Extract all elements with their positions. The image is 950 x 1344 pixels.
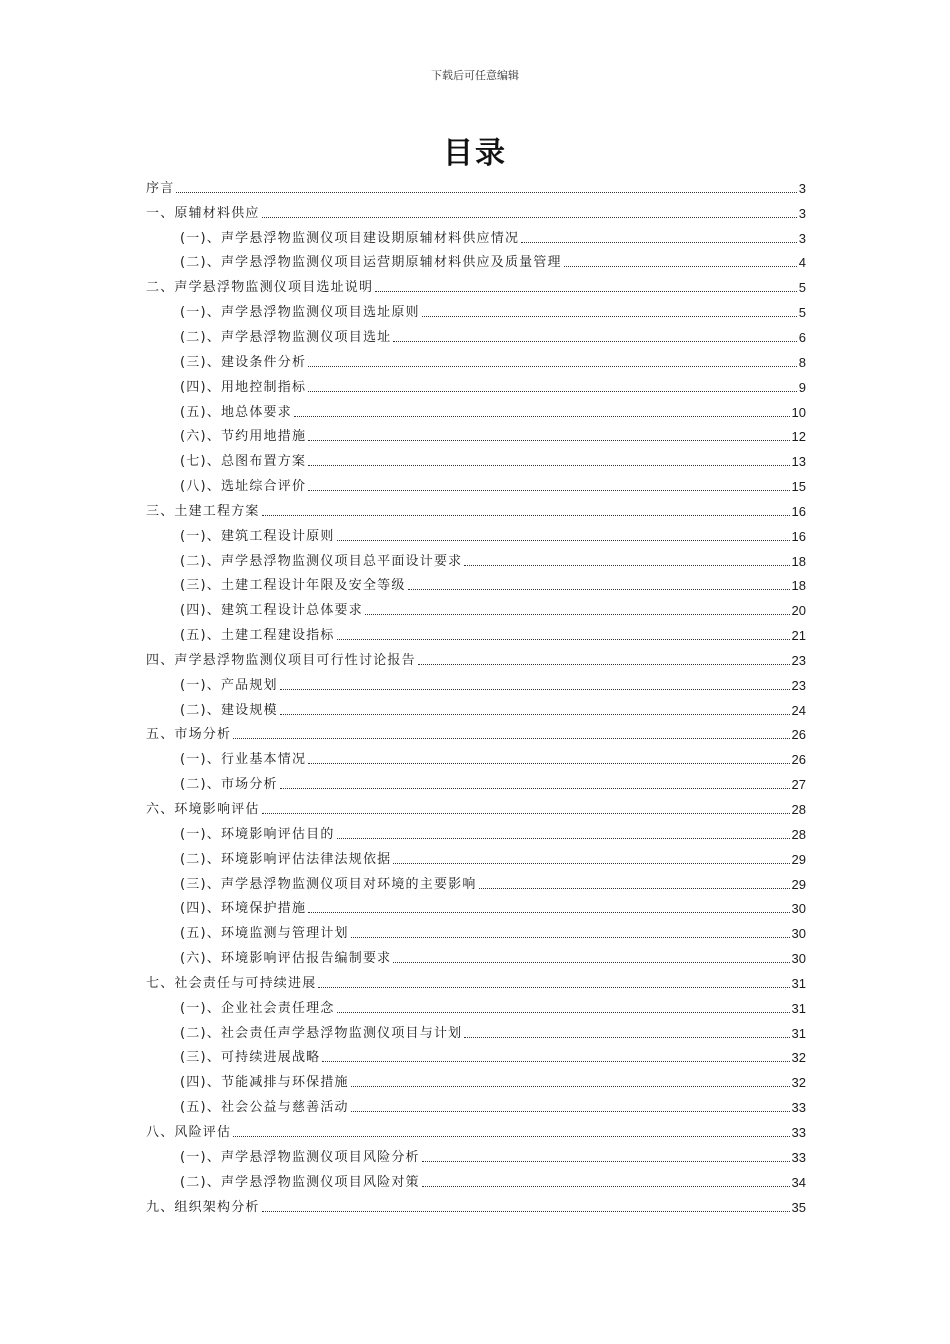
toc-dot-leader (280, 714, 790, 715)
toc-dot-leader (337, 1012, 790, 1013)
toc-entry-label: (七)、总图布置方案 (180, 454, 307, 470)
toc-page-number: 29 (791, 876, 806, 892)
toc-dot-leader (422, 1186, 790, 1187)
toc-dot-leader (308, 465, 789, 466)
toc-page-number: 31 (791, 1025, 806, 1041)
toc-dot-leader (422, 1161, 790, 1162)
toc-page-number: 33 (791, 1100, 806, 1116)
toc-chapter-entry[interactable] (146, 275, 806, 300)
toc-section-entry[interactable] (146, 449, 806, 474)
toc-section-entry[interactable] (146, 1021, 806, 1046)
toc-page-number: 31 (791, 975, 806, 991)
toc-dot-leader (280, 689, 790, 690)
toc-page-number: 3 (798, 230, 806, 246)
toc-dot-leader (375, 291, 797, 292)
toc-entry-label: (二)、声学悬浮物监测仪项目选址 (180, 329, 392, 345)
toc-dot-leader (308, 912, 789, 913)
toc-dot-leader (351, 937, 790, 938)
toc-section-entry[interactable] (146, 574, 806, 599)
toc-page-number: 5 (798, 305, 806, 321)
toc-page-number: 30 (791, 926, 806, 942)
toc-section-entry[interactable] (146, 946, 806, 971)
toc-entry-label: 七、社会责任与可持续进展 (146, 975, 317, 991)
toc-dot-leader (308, 366, 797, 367)
toc-section-entry[interactable] (146, 822, 806, 847)
toc-page-number: 13 (791, 454, 806, 470)
toc-page-number: 33 (791, 1124, 806, 1140)
toc-page-number: 16 (791, 528, 806, 544)
toc-dot-leader (393, 341, 796, 342)
toc-section-entry[interactable] (146, 524, 806, 549)
toc-section-entry[interactable] (146, 747, 806, 772)
toc-dot-leader (479, 888, 790, 889)
toc-dot-leader (408, 589, 790, 590)
toc-entry-label: 一、原辅材料供应 (146, 205, 260, 221)
toc-page-number: 28 (791, 802, 806, 818)
toc-dot-leader (280, 788, 790, 789)
toc-dot-leader (521, 242, 797, 243)
toc-page-number: 35 (791, 1199, 806, 1215)
toc-entry-label: (五)、环境监测与管理计划 (180, 926, 349, 942)
toc-page-number: 30 (791, 901, 806, 917)
toc-page-number: 12 (791, 429, 806, 445)
toc-section-entry[interactable] (146, 1095, 806, 1120)
toc-entry-label: (二)、社会责任声学悬浮物监测仪项目与计划 (180, 1025, 463, 1041)
toc-entry-label: (二)、建设规模 (180, 702, 278, 718)
toc-chapter-entry[interactable] (146, 648, 806, 673)
toc-page-number: 6 (798, 329, 806, 345)
toc-section-entry[interactable] (146, 673, 806, 698)
toc-entry-label: (八)、选址综合评价 (180, 479, 307, 495)
toc-entry-label: 五、市场分析 (146, 727, 232, 743)
toc-section-entry[interactable] (146, 896, 806, 921)
toc-dot-leader (464, 1037, 789, 1038)
toc-entry-label: (二)、环境影响评估法律法规依据 (180, 851, 392, 867)
toc-entry-label: 六、环境影响评估 (146, 802, 260, 818)
toc-section-entry[interactable] (146, 375, 806, 400)
toc-dot-leader (564, 266, 797, 267)
toc-page-number: 23 (791, 652, 806, 668)
toc-page-number: 16 (791, 503, 806, 519)
toc-dot-leader (308, 440, 789, 441)
toc-entry-label: 八、风险评估 (146, 1124, 232, 1140)
toc-chapter-entry[interactable] (146, 1120, 806, 1145)
toc-page-number: 30 (791, 951, 806, 967)
toc-dot-leader (176, 192, 796, 193)
toc-chapter-entry[interactable] (146, 723, 806, 748)
toc-chapter-entry[interactable] (146, 176, 806, 201)
toc-dot-leader (351, 1111, 790, 1112)
toc-chapter-entry[interactable] (146, 1195, 806, 1220)
toc-dot-leader (308, 763, 789, 764)
toc-page-number: 10 (791, 404, 806, 420)
toc-dot-leader (294, 416, 790, 417)
toc-dot-leader (337, 540, 790, 541)
toc-entry-label: (五)、社会公益与慈善活动 (180, 1100, 349, 1116)
toc-entry-label: 四、声学悬浮物监测仪项目可行性讨论报告 (146, 652, 416, 668)
toc-page-number: 5 (798, 280, 806, 296)
toc-entry-label: (一)、建筑工程设计原则 (180, 528, 335, 544)
toc-section-entry[interactable] (146, 623, 806, 648)
toc-entry-label: (一)、声学悬浮物监测仪项目选址原则 (180, 305, 420, 321)
toc-section-entry[interactable] (146, 251, 806, 276)
toc-chapter-entry[interactable] (146, 797, 806, 822)
toc-entry-label: (四)、节能减排与环保措施 (180, 1075, 349, 1091)
toc-section-entry[interactable] (146, 698, 806, 723)
toc-section-entry[interactable] (146, 1145, 806, 1170)
toc-entry-label: 三、土建工程方案 (146, 503, 260, 519)
toc-dot-leader (464, 565, 789, 566)
toc-page-number: 34 (791, 1174, 806, 1190)
toc-chapter-entry[interactable] (146, 971, 806, 996)
toc-dot-leader (262, 217, 797, 218)
toc-dot-leader (422, 316, 797, 317)
toc-page-number: 9 (798, 379, 806, 395)
header-note: 下载后可任意编辑 (431, 69, 519, 82)
toc-entry-label: (五)、地总体要求 (180, 404, 292, 420)
toc-entry-label: (六)、环境影响评估报告编制要求 (180, 951, 392, 967)
toc-dot-leader (351, 1086, 790, 1087)
toc-section-entry[interactable] (146, 996, 806, 1021)
toc-dot-leader (318, 987, 789, 988)
page-title: 目录 (443, 136, 507, 171)
toc-section-entry[interactable] (146, 350, 806, 375)
toc-dot-leader (262, 813, 790, 814)
toc-entry-label: (四)、建筑工程设计总体要求 (180, 603, 363, 619)
toc-section-entry[interactable] (146, 1046, 806, 1071)
toc-page-number: 21 (791, 628, 806, 644)
toc-dot-leader (322, 1061, 789, 1062)
toc-entry-label: (四)、用地控制指标 (180, 379, 307, 395)
toc-chapter-entry[interactable] (146, 201, 806, 226)
toc-section-entry[interactable] (146, 1070, 806, 1095)
toc-entry-label: (二)、声学悬浮物监测仪项目风险对策 (180, 1174, 420, 1190)
toc-section-entry[interactable] (146, 921, 806, 946)
toc-section-entry[interactable] (146, 400, 806, 425)
toc-entry-label: 序言 (146, 180, 175, 196)
toc-entry-label: 二、声学悬浮物监测仪项目选址说明 (146, 280, 374, 296)
toc-page-number: 27 (791, 777, 806, 793)
toc-dot-leader (393, 962, 789, 963)
toc-dot-leader (262, 515, 790, 516)
toc-chapter-entry[interactable] (146, 499, 806, 524)
toc-section-entry[interactable] (146, 226, 806, 251)
toc-dot-leader (365, 614, 790, 615)
toc-entry-label: (三)、声学悬浮物监测仪项目对环境的主要影响 (180, 876, 477, 892)
toc-page-number: 28 (791, 826, 806, 842)
toc-page-number: 26 (791, 727, 806, 743)
toc-section-entry[interactable] (146, 474, 806, 499)
toc-dot-leader (233, 1136, 789, 1137)
toc-section-entry[interactable] (146, 872, 806, 897)
toc-page-number: 18 (791, 553, 806, 569)
toc-entry-label: (二)、声学悬浮物监测仪项目总平面设计要求 (180, 553, 463, 569)
toc-page-number: 15 (791, 479, 806, 495)
toc-entry-label: (二)、声学悬浮物监测仪项目运营期原辅材料供应及质量管理 (180, 255, 562, 271)
toc-entry-label: (一)、声学悬浮物监测仪项目建设期原辅材料供应情况 (180, 230, 520, 246)
toc-entry-label: (一)、环境影响评估目的 (180, 826, 335, 842)
toc-entry-label: (四)、环境保护措施 (180, 901, 307, 917)
toc-page-number: 8 (798, 354, 806, 370)
toc-entry-label: (三)、土建工程设计年限及安全等级 (180, 578, 406, 594)
toc-entry-label: (三)、建设条件分析 (180, 354, 307, 370)
toc-section-entry[interactable] (146, 325, 806, 350)
toc-page-number: 18 (791, 578, 806, 594)
toc-section-entry[interactable] (146, 300, 806, 325)
toc-dot-leader (337, 639, 790, 640)
toc-page-number: 31 (791, 1000, 806, 1016)
toc-dot-leader (418, 664, 790, 665)
toc-page-number: 33 (791, 1149, 806, 1165)
toc-section-entry[interactable] (146, 424, 806, 449)
toc-dot-leader (308, 391, 797, 392)
toc-page-number: 32 (791, 1050, 806, 1066)
toc-page-number: 24 (791, 702, 806, 718)
toc-dot-leader (337, 838, 790, 839)
toc-entry-label: (一)、行业基本情况 (180, 752, 307, 768)
toc-page-number: 4 (798, 255, 806, 271)
toc-entry-label: (六)、节约用地措施 (180, 429, 307, 445)
toc-entry-label: (五)、土建工程建设指标 (180, 628, 335, 644)
toc-entry-label: (二)、市场分析 (180, 777, 278, 793)
toc-section-entry[interactable] (146, 1170, 806, 1195)
toc-page-number: 3 (798, 180, 806, 196)
toc-entry-label: (一)、企业社会责任理念 (180, 1000, 335, 1016)
table-of-contents (146, 176, 806, 1219)
toc-dot-leader (308, 490, 789, 491)
toc-dot-leader (233, 738, 789, 739)
toc-section-entry[interactable] (146, 549, 806, 574)
toc-entry-label: 九、组织架构分析 (146, 1199, 260, 1215)
toc-entry-label: (一)、声学悬浮物监测仪项目风险分析 (180, 1149, 420, 1165)
toc-entry-label: (一)、产品规划 (180, 677, 278, 693)
toc-entry-label: (三)、可持续进展战略 (180, 1050, 321, 1066)
toc-page-number: 26 (791, 752, 806, 768)
toc-section-entry[interactable] (146, 598, 806, 623)
toc-page-number: 23 (791, 677, 806, 693)
toc-page-number: 3 (798, 205, 806, 221)
toc-dot-leader (393, 863, 789, 864)
toc-dot-leader (262, 1211, 790, 1212)
toc-page-number: 29 (791, 851, 806, 867)
toc-section-entry[interactable] (146, 772, 806, 797)
toc-section-entry[interactable] (146, 847, 806, 872)
toc-page-number: 20 (791, 603, 806, 619)
toc-page-number: 32 (791, 1075, 806, 1091)
